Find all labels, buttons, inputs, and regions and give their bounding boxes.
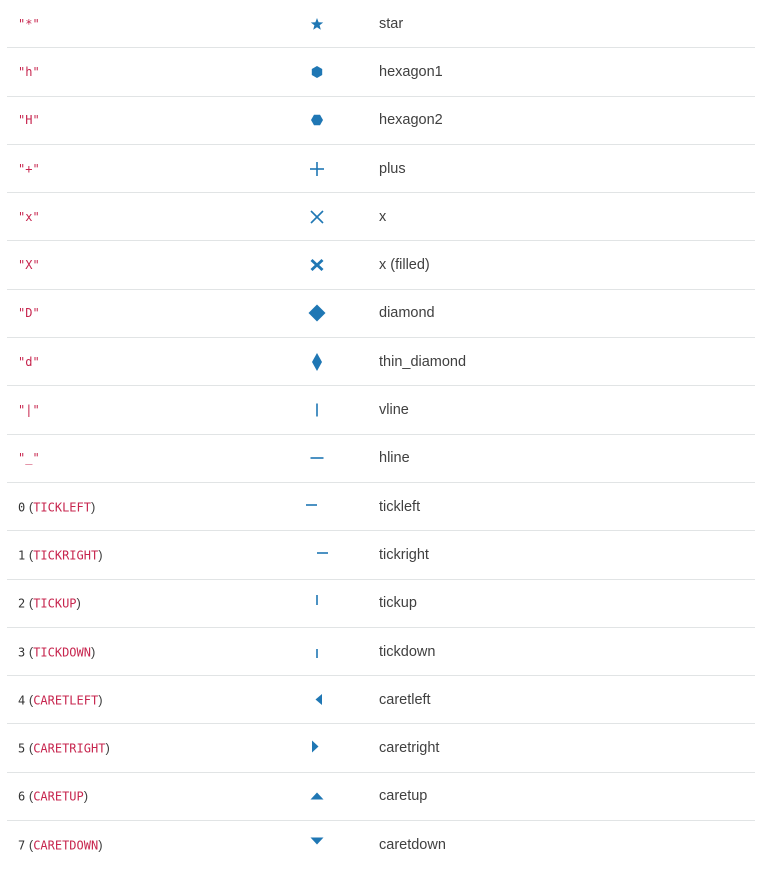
table-row [7,145,755,193]
caretup-icon [297,781,337,811]
marker-code: 0 (TICKLEFT) [18,499,96,515]
marker-description: star [379,15,404,32]
table-row [7,531,755,579]
marker-description: tickright [379,546,429,563]
marker-description: caretup [379,788,428,805]
marker-code: 7 (CARETDOWN) [18,837,103,853]
table-row [7,724,755,772]
marker-description: tickdown [379,643,436,660]
tickleft-icon [297,492,337,522]
marker-code: 3 (TICKDOWN) [18,644,96,659]
hline-icon [297,443,337,473]
marker-code: 5 (CARETRIGHT) [18,740,110,756]
table-row [7,435,755,483]
marker-code: 4 (CARETLEFT) [18,692,103,708]
marker-code: "H" [18,113,40,128]
star-icon [297,9,337,39]
marker-code: "x" [18,209,40,224]
tickright-icon [297,540,337,570]
diamond-icon [297,298,337,328]
marker-table [7,0,755,869]
table-row [7,290,755,338]
x-icon [297,202,337,232]
table-row [7,97,755,145]
table-row [7,676,755,724]
table-row [7,241,755,289]
marker-code: "d" [18,354,40,369]
marker-code: "_" [18,451,40,466]
marker-description: tickleft [379,498,421,515]
marker-code: 2 (TICKUP) [18,595,81,611]
marker-description: x (filled) [379,257,430,274]
x-filled-icon [297,250,337,280]
table-row [7,0,755,48]
tickdown-icon [297,637,337,667]
marker-description: x [379,208,387,225]
hexagon1-icon [297,57,337,87]
marker-code: "|" [18,403,40,418]
table-row [7,338,755,386]
caretleft-icon [297,685,337,715]
vline-icon [297,395,337,425]
plus-icon [297,154,337,184]
marker-description: hexagon2 [379,112,443,129]
marker-code: "*" [18,16,40,31]
marker-description: vline [379,402,409,419]
marker-description: caretleft [379,691,431,708]
caretdown-icon [297,830,337,860]
table-row [7,773,755,821]
table-row [7,483,755,531]
marker-description: diamond [379,305,435,322]
marker-code: 1 (TICKRIGHT) [18,547,103,563]
marker-description: tickup [379,595,417,612]
table-row [7,580,755,628]
marker-description: hexagon1 [379,63,443,80]
tickup-icon [297,588,337,618]
marker-code: "h" [18,64,40,79]
table-row [7,193,755,241]
table-row [7,386,755,434]
marker-description: caretright [379,740,440,757]
table-row [7,48,755,96]
table-row [7,821,755,869]
table-row [7,628,755,676]
marker-code: "+" [18,161,40,176]
marker-code: 6 (CARETUP) [18,788,89,804]
marker-code: "X" [18,258,40,273]
marker-description: plus [379,160,406,177]
marker-description: thin_diamond [379,353,467,370]
hexagon2-icon [297,105,337,135]
marker-code: "D" [18,306,40,321]
caretright-icon [297,733,337,763]
marker-description: caretdown [379,837,446,854]
thin-diamond-icon [297,347,337,377]
marker-description: hline [379,450,410,467]
